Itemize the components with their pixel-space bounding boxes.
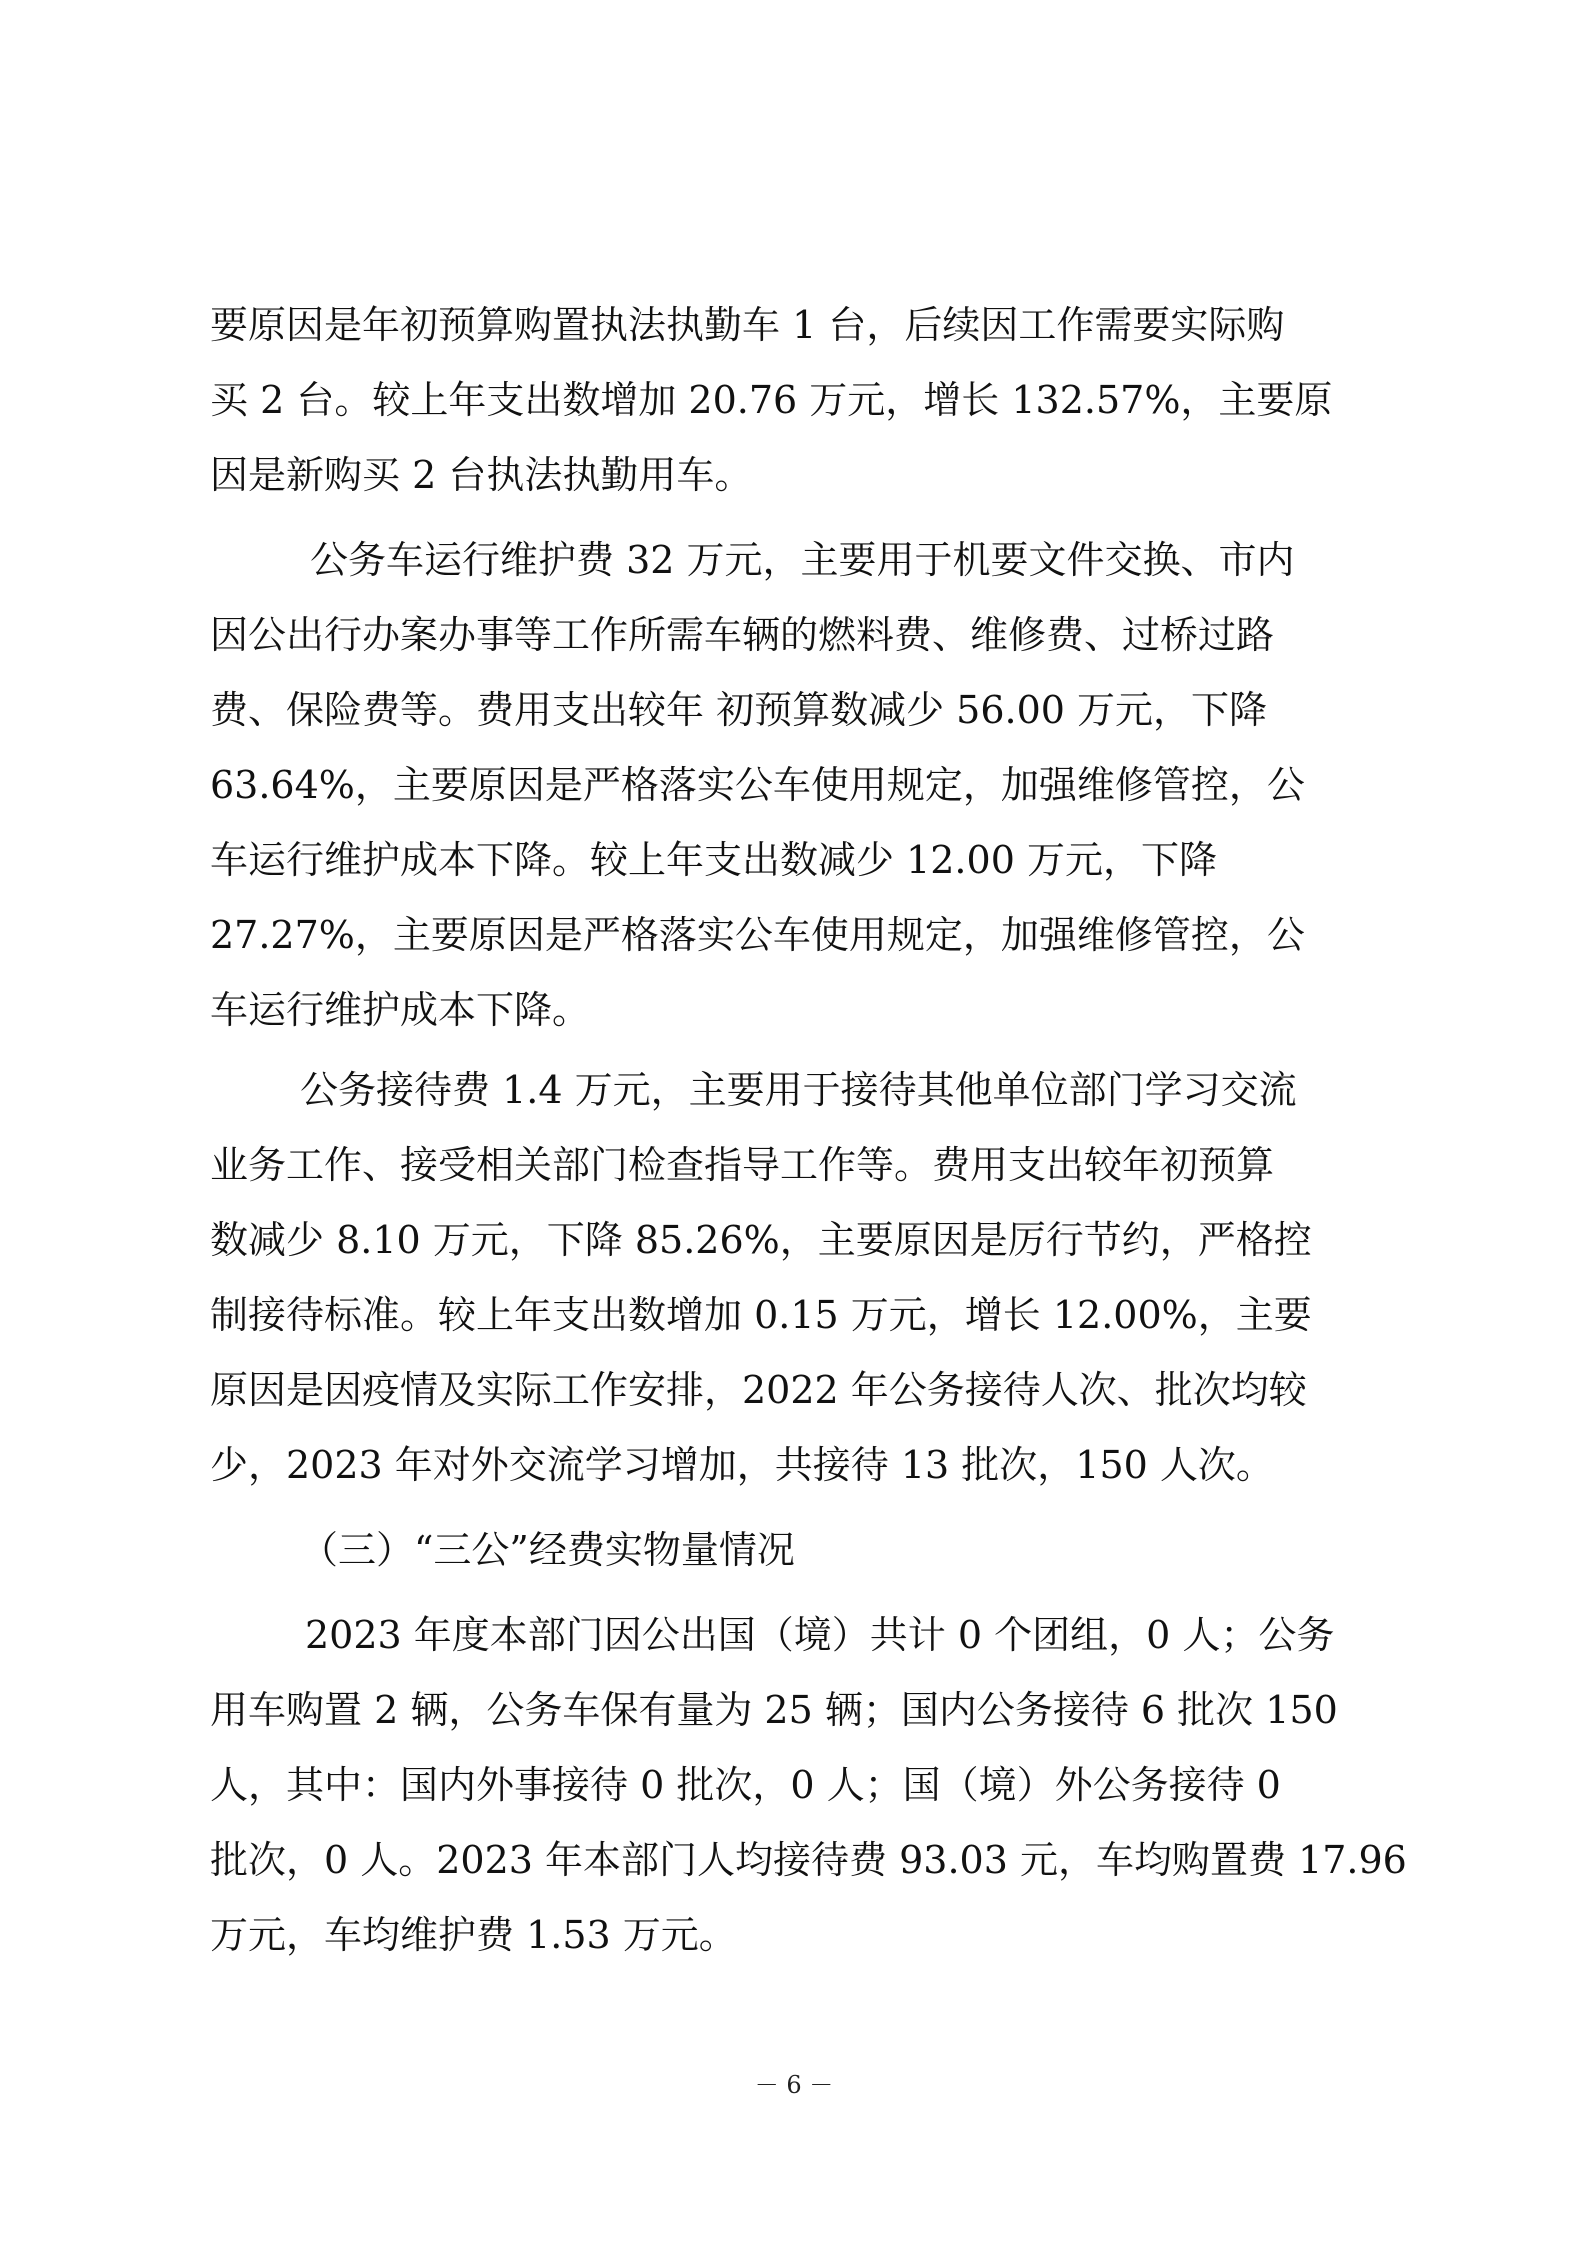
- paragraph-line: 数减少 8.10 万元，下降 85.26%，主要原因是厉行节约，严格控: [210, 1218, 1312, 1262]
- paragraph-line: 因公出行办案办事等工作所需车辆的燃料费、维修费、过桥过路: [210, 613, 1275, 657]
- paragraph-line: 要原因是年初预算购置执法执勤车 1 台，后续因工作需要实际购: [210, 303, 1285, 347]
- paragraph-line: 因是新购买 2 台执法执勤用车。: [210, 453, 753, 497]
- paragraph-line: 万元，车均维护费 1.53 万元。: [210, 1913, 737, 1957]
- page-number: － 6 －: [754, 2071, 834, 2099]
- paragraph-line: 费、保险费等。费用支出较年 初预算数减少 56.00 万元，下降: [210, 688, 1268, 732]
- paragraph-line: 买 2 台。较上年支出数增加 20.76 万元，增长 132.57%，主要原: [210, 378, 1333, 422]
- paragraph-line: 公务接待费 1.4 万元，主要用于接待其他单位部门学习交流: [300, 1068, 1297, 1112]
- paragraph-line: 原因是因疫情及实际工作安排，2022 年公务接待人次、批次均较: [210, 1368, 1307, 1412]
- paragraph-line: 公务车运行维护费 32 万元，主要用于机要文件交换、市内: [310, 538, 1295, 582]
- paragraph-line: 用车购置 2 辆，公务车保有量为 25 辆；国内公务接待 6 批次 150: [210, 1688, 1338, 1732]
- paragraph-line: 车运行维护成本下降。较上年支出数减少 12.00 万元，下降: [210, 838, 1217, 882]
- paragraph-line: 制接待标准。较上年支出数增加 0.15 万元，增长 12.00%，主要: [210, 1293, 1312, 1337]
- paragraph-line: 2023 年度本部门因公出国（境）共计 0 个团组，0 人；公务: [305, 1613, 1335, 1657]
- section-heading: （三）“三公”经费实物量情况: [300, 1528, 795, 1572]
- paragraph-line: 人，其中：国内外事接待 0 批次，0 人；国（境）外公务接待 0: [210, 1763, 1281, 1807]
- paragraph-line: 63.64%，主要原因是严格落实公车使用规定，加强维修管控，公: [210, 763, 1305, 807]
- paragraph-line: 车运行维护成本下降。: [210, 988, 591, 1032]
- paragraph-line: 少，2023 年对外交流学习增加，共接待 13 批次，150 人次。: [210, 1443, 1274, 1487]
- paragraph-line: 业务工作、接受相关部门检查指导工作等。费用支出较年初预算: [210, 1143, 1275, 1187]
- paragraph-line: 27.27%，主要原因是严格落实公车使用规定，加强维修管控，公: [210, 913, 1305, 957]
- paragraph-line: 批次，0 人。2023 年本部门人均接待费 93.03 元，车均购置费 17.96: [210, 1838, 1407, 1882]
